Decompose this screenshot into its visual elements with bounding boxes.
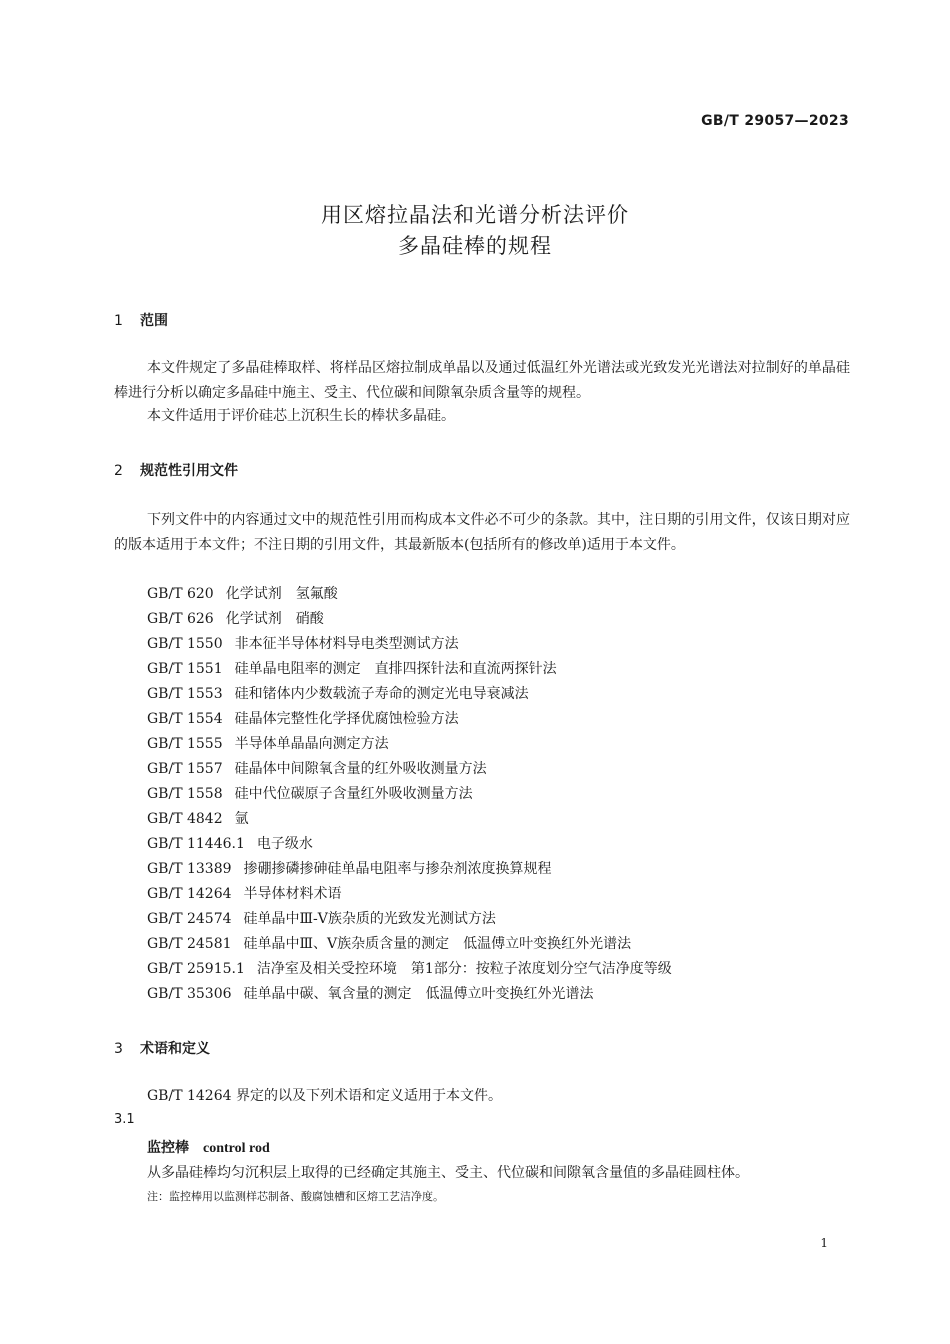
reference-code: GB/T 1551 bbox=[147, 661, 223, 677]
reference-code: GB/T 35306 bbox=[147, 986, 232, 1002]
reference-item bbox=[147, 907, 496, 932]
reference-title: 电子级水 bbox=[256, 836, 313, 852]
section-1-paragraph-1: 本文件规定了多晶硅棒取样、将样品区熔拉制成单晶以及通过低温红外光谱法或光致发光光谱法对拉制好的单晶硅棒进行分析以确定多晶硅中施主、受主、代位碳和间隙氧杂质含量等的规程。 bbox=[114, 360, 850, 401]
reference-code: GB/T 1555 bbox=[147, 736, 223, 752]
reference-title: 硅单晶中Ⅲ、Ⅴ族杂质含量的测定 低温傅立叶变换红外光谱法 bbox=[243, 936, 632, 952]
reference-item bbox=[147, 682, 529, 707]
reference-code: GB/T 24581 bbox=[147, 936, 232, 952]
reference-title: 硅单晶电阻率的测定 直排四探针法和直流两探针法 bbox=[234, 661, 557, 677]
section-title: 术语和定义 bbox=[140, 1041, 210, 1057]
reference-item bbox=[147, 932, 631, 957]
document-title-line-2: 多晶硅棒的规程 bbox=[398, 234, 552, 258]
section-title: 范围 bbox=[140, 313, 168, 329]
section-number: 1 bbox=[114, 313, 123, 329]
reference-code: GB/T 626 bbox=[147, 611, 214, 627]
reference-code: GB/T 1558 bbox=[147, 786, 223, 802]
reference-title: 化学试剂 氢氟酸 bbox=[225, 586, 338, 602]
reference-item bbox=[147, 807, 249, 832]
reference-code: GB/T 24574 bbox=[147, 911, 232, 927]
term-number: 3.1 bbox=[114, 1112, 135, 1127]
reference-code: GB/T 1554 bbox=[147, 711, 223, 727]
reference-title: 硅晶体完整性化学择优腐蚀检验方法 bbox=[234, 711, 459, 727]
page-number: 1 bbox=[820, 1236, 828, 1250]
reference-item bbox=[147, 982, 594, 1007]
section-number: 3 bbox=[114, 1041, 123, 1057]
reference-item bbox=[147, 607, 324, 632]
reference-item bbox=[147, 882, 342, 907]
reference-code: GB/T 13389 bbox=[147, 861, 232, 877]
reference-title: 硅单晶中碳、氧含量的测定 低温傅立叶变换红外光谱法 bbox=[243, 986, 594, 1002]
reference-item bbox=[147, 657, 557, 682]
reference-code: GB/T 14264 bbox=[147, 886, 232, 902]
section-title: 规范性引用文件 bbox=[140, 463, 238, 479]
reference-item bbox=[147, 732, 389, 757]
reference-code: GB/T 25915.1 bbox=[147, 961, 245, 977]
reference-item bbox=[147, 707, 459, 732]
reference-code: GB/T 1557 bbox=[147, 761, 223, 777]
reference-title: 非本征半导体材料导电类型测试方法 bbox=[234, 636, 459, 652]
section-2-intro: 下列文件中的内容通过文中的规范性引用而构成本文件必不可少的条款。其中，注日期的引用文件，仅该日期对应的版本适用于本文件；不注日期的引用文件，其最新版本(包括所有的修改单)适用于本文件。 bbox=[114, 512, 850, 553]
reference-title: 硅单晶中Ⅲ-Ⅴ族杂质的光致发光测试方法 bbox=[243, 911, 496, 927]
term-heading bbox=[147, 1137, 270, 1157]
reference-title: 硅晶体中间隙氧含量的红外吸收测量方法 bbox=[234, 761, 487, 777]
reference-item bbox=[147, 832, 313, 857]
term-english: control rod bbox=[203, 1141, 270, 1156]
reference-item bbox=[147, 857, 552, 882]
section-1-heading bbox=[114, 310, 168, 330]
reference-title: 化学试剂 硝酸 bbox=[225, 611, 324, 627]
section-3-heading bbox=[114, 1038, 210, 1058]
reference-item bbox=[147, 757, 487, 782]
reference-code: GB/T 4842 bbox=[147, 811, 223, 827]
reference-item bbox=[147, 632, 459, 657]
reference-title: 硅和锗体内少数载流子寿命的测定光电导衰减法 bbox=[234, 686, 529, 702]
reference-item bbox=[147, 957, 672, 982]
term-note: 注：监控棒用以监测样芯制备、酸腐蚀槽和区熔工艺洁净度。 bbox=[147, 1190, 444, 1203]
reference-item bbox=[147, 782, 473, 807]
reference-title: 氩 bbox=[234, 811, 249, 827]
reference-code: GB/T 620 bbox=[147, 586, 214, 602]
reference-title: 半导体单晶晶向测定方法 bbox=[234, 736, 389, 752]
section-3-intro: GB/T 14264 界定的以及下列术语和定义适用于本文件。 bbox=[147, 1088, 502, 1104]
document-title-line-1: 用区熔拉晶法和光谱分析法评价 bbox=[321, 203, 629, 227]
reference-title: 洁净室及相关受控环境 第1部分：按粒子浓度划分空气洁净度等级 bbox=[256, 961, 672, 977]
section-1-paragraph-2: 本文件适用于评价硅芯上沉积生长的棒状多晶硅。 bbox=[147, 408, 455, 424]
section-2-heading bbox=[114, 460, 238, 480]
reference-code: GB/T 1553 bbox=[147, 686, 223, 702]
term-chinese: 监控棒 bbox=[147, 1140, 189, 1156]
standard-number: GB/T 29057—2023 bbox=[701, 113, 849, 129]
section-number: 2 bbox=[114, 463, 123, 479]
reference-title: 硅中代位碳原子含量红外吸收测量方法 bbox=[234, 786, 473, 802]
term-definition: 从多晶硅棒均匀沉积层上取得的已经确定其施主、受主、代位碳和间隙氧含量值的多晶硅圆柱体。 bbox=[147, 1165, 749, 1181]
reference-code: GB/T 11446.1 bbox=[147, 836, 245, 852]
reference-title: 掺硼掺磷掺砷硅单晶电阻率与掺杂剂浓度换算规程 bbox=[243, 861, 552, 877]
reference-title: 半导体材料术语 bbox=[243, 886, 342, 902]
reference-item bbox=[147, 582, 338, 607]
reference-code: GB/T 1550 bbox=[147, 636, 223, 652]
